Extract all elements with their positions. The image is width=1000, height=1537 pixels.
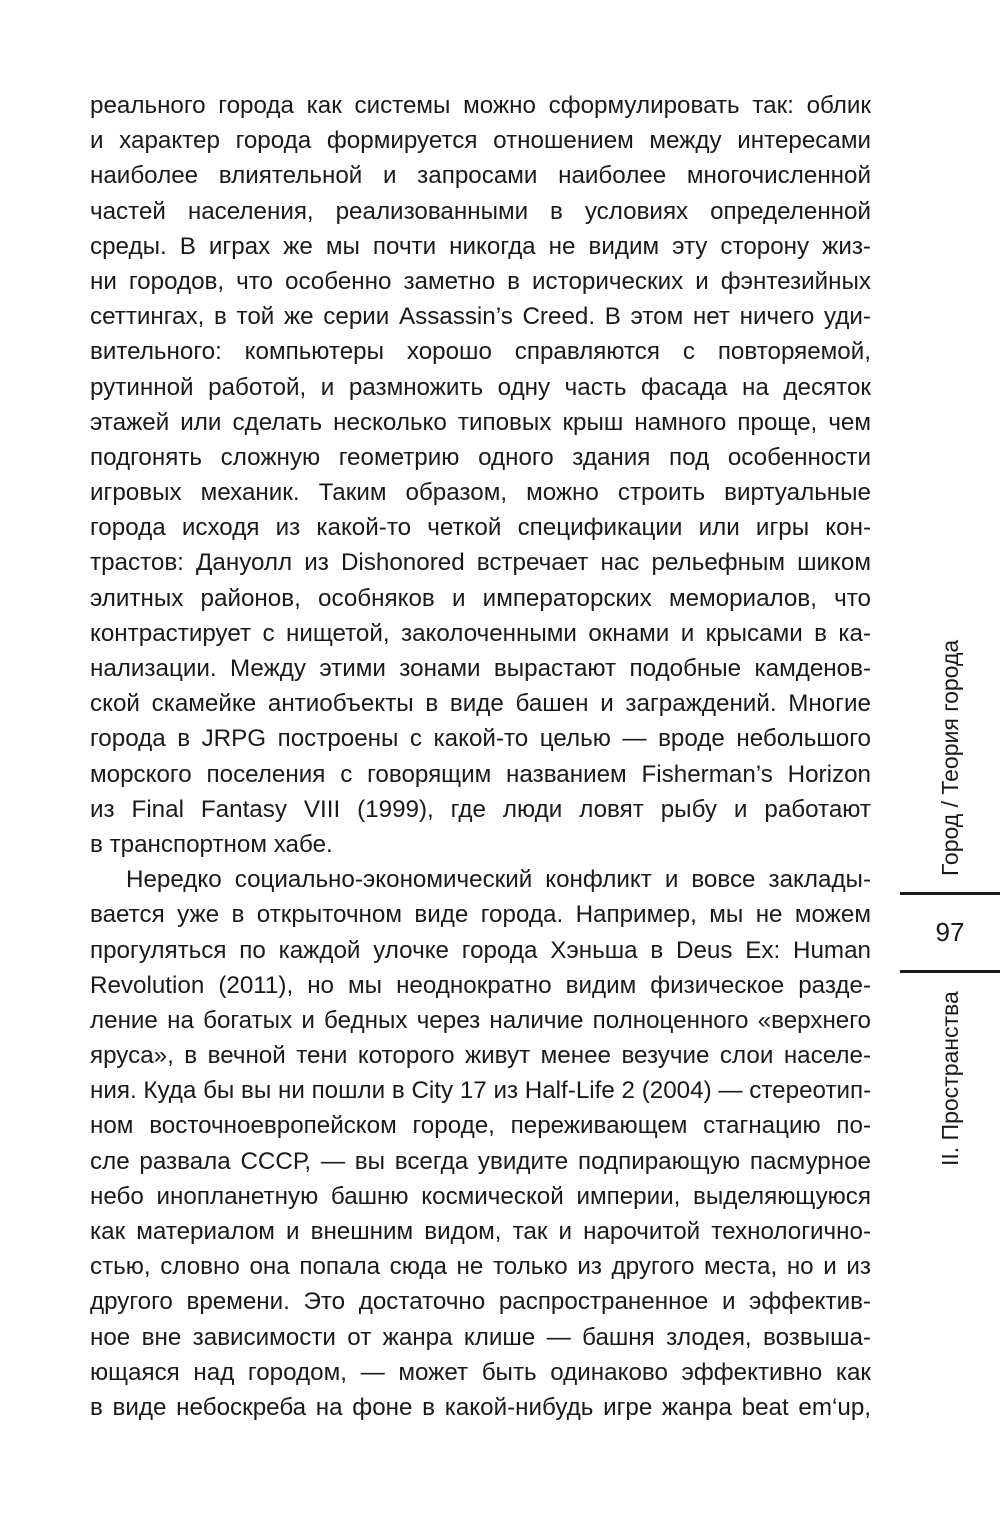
text-line: подгонять сложную геометрию одного здания под особенности [90, 443, 871, 471]
page-number: 97 [935, 917, 965, 947]
text-line: ном восточноевропейском городе, переживающем стагнацию по- [90, 1112, 871, 1140]
text-line: в виде небоскреба на фоне в какой-нибудь игре жанра beat em‘up, [90, 1393, 871, 1421]
text-line: сеттингах, в той же серии Assassin’s Creed. В этом нет ничего уди- [90, 303, 871, 331]
text-line: среды. В играх же мы почти никогда не видим эту сторону жиз- [90, 232, 871, 260]
text-line: наиболее влиятельной и запросами наиболее многочисленной [90, 162, 871, 190]
page-body [90, 88, 871, 1425]
text-line: вается уже в открыточном виде города. Например, мы не можем [90, 901, 871, 929]
text-line: и характер города формируется отношением между интересами [90, 127, 871, 155]
text-line: ской скамейке антиобъекты в виде башен и заграждений. Многие [90, 690, 871, 718]
text-line: города исходя из какой-то четкой спецификации или игры кон- [90, 514, 871, 542]
text-line: Revolution (2011), но мы неоднократно видим физическое разде- [90, 971, 871, 999]
text-line: сле развала СССР, — вы всегда увидите подпирающую пасмурное [90, 1147, 871, 1175]
text-line: Нередко социально-экономический конфликт и вовсе заклады- [126, 866, 871, 894]
text-line: частей населения, реализованными в условиях определенной [90, 197, 871, 225]
text-line: контрастирует с нищетой, заколоченными окнами и крысами в ка- [90, 619, 871, 647]
text-line: ющаяся над городом, — может быть одинаково эффективно как [90, 1358, 871, 1386]
divider-rule [900, 892, 1000, 895]
text-line: стью, словно она попала сюда не только из другого места, но и из [90, 1253, 871, 1281]
page-margin-header [900, 0, 1000, 1537]
running-title-chapter: Город / Теория города [937, 639, 963, 876]
text-line: морского поселения с говорящим названием Fisherman’s Horizon [90, 760, 871, 788]
text-line: другого времени. Это достаточно распространенное и эффектив- [90, 1288, 871, 1316]
text-line: игровых механик. Таким образом, можно строить виртуальные [90, 479, 871, 507]
running-title-section: II. Пространства [937, 991, 963, 1166]
text-line: из Final Fantasy VIII (1999), где люди ловят рыбу и работают [90, 795, 871, 823]
divider-rule [900, 970, 1000, 973]
text-line: вительного: компьютеры хорошо справляются с повторяемой, [90, 338, 871, 366]
text-line: этажей или сделать несколько типовых крыш намного проще, чем [90, 408, 871, 436]
text-line: в транспортном хабе. [90, 830, 333, 858]
text-line: ление на богатых и бедных через наличие полноценного «верхнего [90, 1006, 871, 1034]
text-line: ное вне зависимости от жанра клише — башня злодея, возвыша- [90, 1323, 871, 1351]
text-line: нализации. Между этими зонами вырастают подобные камденов- [90, 655, 871, 682]
text-line: прогуляться по каждой улочке города Хэньша в Deus Ex: Human [90, 936, 871, 964]
text-line: яруса», в вечной тени которого живут менее везучие слои населе- [90, 1042, 871, 1070]
text-line: небо инопланетную башню космической империи, выделяющуюся [90, 1182, 871, 1210]
text-line: реального города как системы можно сформулировать так: облик [90, 92, 871, 119]
paragraph-1 [90, 88, 871, 862]
paragraph-2 [90, 862, 871, 1425]
text-line: элитных районов, особняков и императорских мемориалов, что [90, 584, 871, 612]
text-line: города в JRPG построены с какой-то целью — вроде небольшого [90, 725, 871, 753]
text-line: ния. Куда бы вы ни пошли в City 17 из Half-Life 2 (2004) — стереотип- [90, 1077, 872, 1105]
text-line: рутинной работой, и размножить одну часть фасада на десяток [90, 373, 871, 401]
text-line: ни городов, что особенно заметно в исторических и фэнтезийных [90, 267, 871, 295]
text-line: трастов: Дануолл из Dishonored встречает нас рельефным шиком [90, 549, 871, 577]
text-line: как материалом и внешним видом, так и нарочитой технологично- [90, 1218, 871, 1245]
